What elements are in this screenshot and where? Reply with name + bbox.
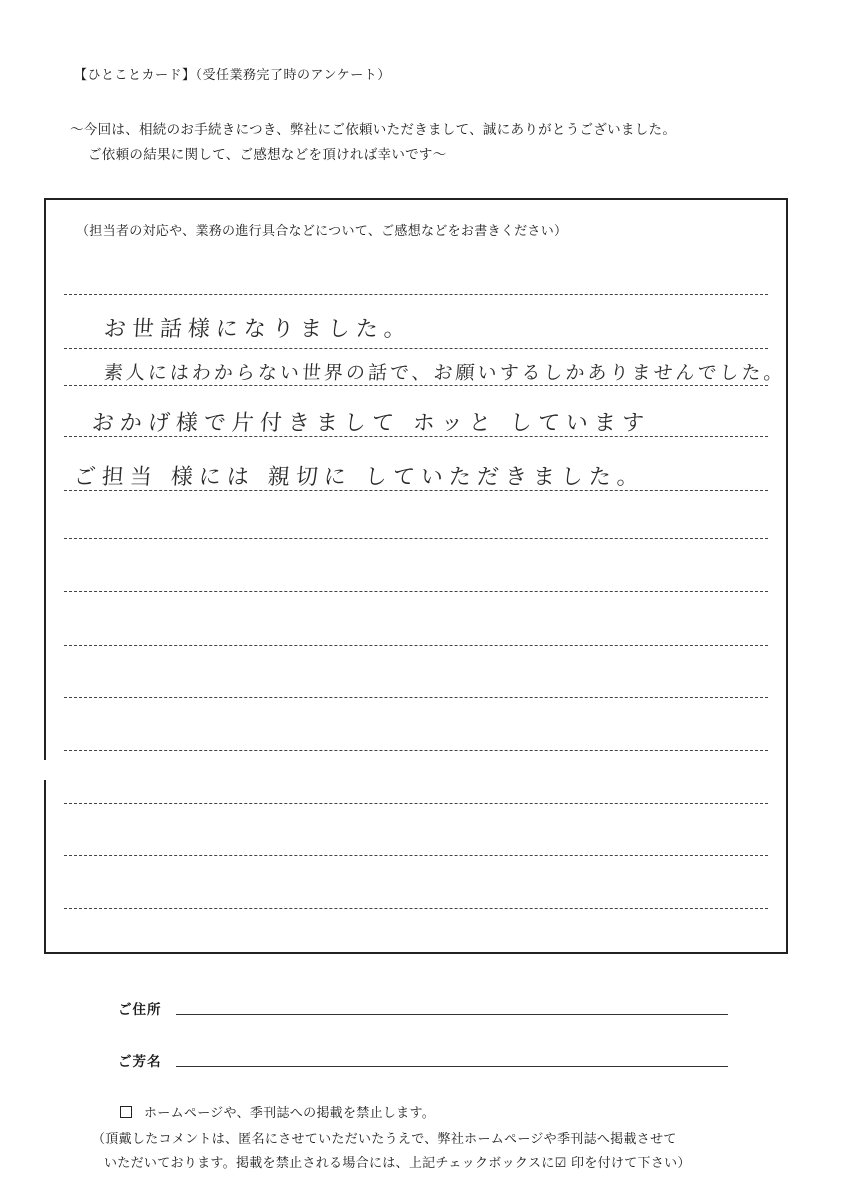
name-field[interactable]: [176, 1066, 728, 1067]
intro-text: [70, 118, 676, 168]
no-publication-checkbox[interactable]: [120, 1106, 132, 1118]
ruled-line: [64, 591, 768, 592]
ruled-line: [64, 348, 768, 349]
address-field[interactable]: [176, 1014, 728, 1015]
note-line-2: いただいております。掲載を禁止される場合には、上記チェックボックスに☑ 印を付けて下さい）: [104, 1156, 691, 1171]
publication-consent-row: [120, 1102, 435, 1121]
name-label: ご芳名: [118, 1054, 162, 1070]
intro-line-1: ～今回は、相続のお手続きにつき、弊社にご依頼いただきまして、誠にありがとうございました。: [70, 122, 677, 138]
ruled-line: [64, 697, 768, 698]
note-line-1: （頂戴したコメントは、匿名にさせていただいたうえで、弊社ホームページや季刊誌へ掲載させて: [92, 1132, 677, 1147]
no-publication-label: ホームページや、季刊誌への掲載を禁止します。: [144, 1106, 436, 1121]
card-title: 【ひとことカード】（受任業務完了時のアンケート）: [74, 68, 391, 83]
ruled-line: [64, 538, 768, 539]
address-label: ご住所: [118, 1002, 162, 1018]
comment-instruction: （担当者の対応や、業務の進行具合などについて、ご感想などをお書きください）: [76, 224, 568, 239]
comment-box: [44, 198, 788, 954]
ruled-line: [64, 803, 768, 804]
scan-edge-mark: [44, 420, 46, 450]
ruled-line: [64, 294, 768, 295]
ruled-line: [64, 750, 768, 751]
handwritten-line: ご担当 様には 親切に していただきました。: [72, 465, 646, 490]
handwritten-line: お世話様になりました。: [102, 317, 413, 342]
publication-note: [92, 1128, 691, 1176]
scan-edge-gap: [44, 760, 46, 780]
ruled-line: [64, 855, 768, 856]
intro-line-2: ご依頼の結果に関して、ご感想などを頂ければ幸いです～: [88, 147, 447, 163]
handwritten-line: おかげ様で片付きまして ホッと しています: [90, 411, 651, 436]
handwritten-line: 素人にはわからない世界の話で、お願いするしかありませんでした。: [103, 362, 787, 384]
ruled-line: [64, 385, 768, 386]
ruled-line: [64, 908, 768, 909]
ruled-line: [64, 645, 768, 646]
